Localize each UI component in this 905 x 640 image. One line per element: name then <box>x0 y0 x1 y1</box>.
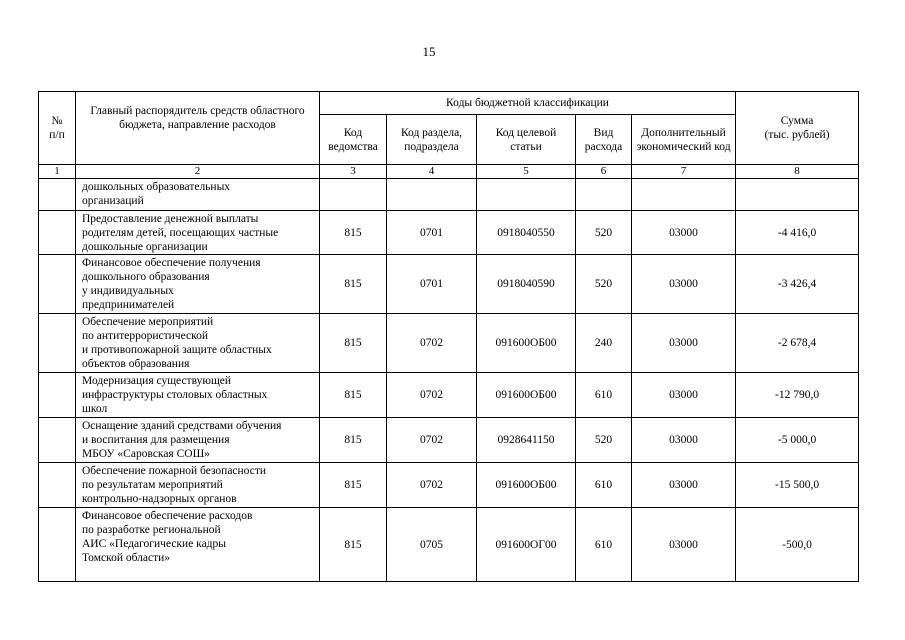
header-summa-label: Сумма (тыс. рублей) <box>764 115 830 141</box>
column-number: 5 <box>477 165 576 179</box>
column-number: 7 <box>632 165 736 179</box>
row-razdel: 0702 <box>387 373 477 418</box>
column-number: 1 <box>39 165 76 179</box>
row-celevaya: 0918040550 <box>477 211 576 255</box>
row-razdel: 0702 <box>387 463 477 508</box>
header-codes-group <box>320 92 736 115</box>
row-num-cell <box>39 508 76 582</box>
row-num-cell <box>39 418 76 463</box>
row-celevaya: 091600ОБ00 <box>477 373 576 418</box>
table-row <box>39 255 859 314</box>
header-dop <box>632 115 736 165</box>
row-celevaya: 091600ОБ00 <box>477 314 576 373</box>
row-vid: 610 <box>576 508 632 582</box>
row-razdel: 0705 <box>387 508 477 582</box>
row-summa: -5 000,0 <box>736 418 859 463</box>
header-vedomstvo-label: Код ведомства <box>328 126 378 153</box>
row-num-cell <box>39 255 76 314</box>
row-dop: 03000 <box>632 373 736 418</box>
row-summa: -2 678,4 <box>736 314 859 373</box>
row-summa: -12 790,0 <box>736 373 859 418</box>
row-summa <box>736 179 859 211</box>
header-vedomstvo <box>320 115 387 165</box>
row-vid: 520 <box>576 418 632 463</box>
row-vedomstvo: 815 <box>320 463 387 508</box>
row-vid: 520 <box>576 255 632 314</box>
row-vid: 240 <box>576 314 632 373</box>
row-description: Финансовое обеспечение расходов по разработке региональной АИС «Педагогические кадры Томской области» <box>76 508 320 582</box>
table-row <box>39 314 859 373</box>
row-razdel: 0702 <box>387 314 477 373</box>
table-row <box>39 373 859 418</box>
column-number: 6 <box>576 165 632 179</box>
row-celevaya: 091600ОГ00 <box>477 508 576 582</box>
row-vedomstvo: 815 <box>320 508 387 582</box>
row-num-cell <box>39 211 76 255</box>
row-vid: 610 <box>576 373 632 418</box>
row-description: Предоставление денежной выплаты родителям детей, посещающих частные дошкольные организации <box>76 211 320 255</box>
row-dop: 03000 <box>632 255 736 314</box>
row-vedomstvo <box>320 179 387 211</box>
row-num-cell <box>39 314 76 373</box>
table-row <box>39 508 859 582</box>
row-description: Оснащение зданий средствами обучения и воспитания для размещения МБОУ «Саровская СОШ» <box>76 418 320 463</box>
header-dop-label: Дополнительный экономический код <box>636 126 731 153</box>
continuation-row <box>39 179 859 211</box>
table-row <box>39 418 859 463</box>
column-numbers-row <box>39 165 859 179</box>
row-description: Обеспечение мероприятий по антитеррористической и противопожарной защите областных объектов образования <box>76 314 320 373</box>
header-main-title-label: Главный распорядитель средств областного бюджета, направление расходов <box>90 105 305 131</box>
column-number: 4 <box>387 165 477 179</box>
header-vid-label: Вид расхода <box>584 126 623 153</box>
row-vid <box>576 179 632 211</box>
header-celevaya <box>477 115 576 165</box>
budget-table <box>38 91 859 582</box>
header-codes-group-label: Коды бюджетной классификации <box>446 97 609 109</box>
row-description: Обеспечение пожарной безопасности по результатам мероприятий контрольно-надзорных органов <box>76 463 320 508</box>
table-row <box>39 211 859 255</box>
row-vedomstvo: 815 <box>320 373 387 418</box>
row-dop: 03000 <box>632 211 736 255</box>
column-number: 2 <box>76 165 320 179</box>
row-vedomstvo: 815 <box>320 255 387 314</box>
header-num-label: № п/п <box>49 115 65 141</box>
row-celevaya <box>477 179 576 211</box>
row-num-cell <box>39 463 76 508</box>
row-celevaya: 0918040590 <box>477 255 576 314</box>
row-razdel: 0702 <box>387 418 477 463</box>
header-summa <box>736 92 859 165</box>
column-number: 8 <box>736 165 859 179</box>
row-vedomstvo: 815 <box>320 314 387 373</box>
row-summa: -4 416,0 <box>736 211 859 255</box>
row-razdel <box>387 179 477 211</box>
row-description: Финансовое обеспечение получения дошкольного образования у индивидуальных предпринимателей <box>76 255 320 314</box>
row-vedomstvo: 815 <box>320 211 387 255</box>
row-summa: -3 426,4 <box>736 255 859 314</box>
row-summa: -500,0 <box>736 508 859 582</box>
header-razdel <box>387 115 477 165</box>
row-description: дошкольных образовательных организаций <box>76 179 320 211</box>
row-celevaya: 0928641150 <box>477 418 576 463</box>
table-row <box>39 463 859 508</box>
row-vid: 610 <box>576 463 632 508</box>
row-dop: 03000 <box>632 508 736 582</box>
row-summa: -15 500,0 <box>736 463 859 508</box>
row-dop <box>632 179 736 211</box>
header-celevaya-label: Код целевой статьи <box>495 126 557 153</box>
row-razdel: 0701 <box>387 255 477 314</box>
header-razdel-label: Код раздела, подраздела <box>400 126 463 153</box>
header-num <box>39 92 76 165</box>
row-dop: 03000 <box>632 314 736 373</box>
row-celevaya: 091600ОБ00 <box>477 463 576 508</box>
row-description: Модернизация существующей инфраструктуры столовых областных школ <box>76 373 320 418</box>
row-num-cell <box>39 373 76 418</box>
row-vedomstvo: 815 <box>320 418 387 463</box>
row-vid: 520 <box>576 211 632 255</box>
column-number: 3 <box>320 165 387 179</box>
row-dop: 03000 <box>632 463 736 508</box>
header-vid <box>576 115 632 165</box>
row-num-cell <box>39 179 76 211</box>
page-number: 15 <box>422 44 436 59</box>
row-razdel: 0701 <box>387 211 477 255</box>
header-main-title <box>76 92 320 165</box>
row-dop: 03000 <box>632 418 736 463</box>
